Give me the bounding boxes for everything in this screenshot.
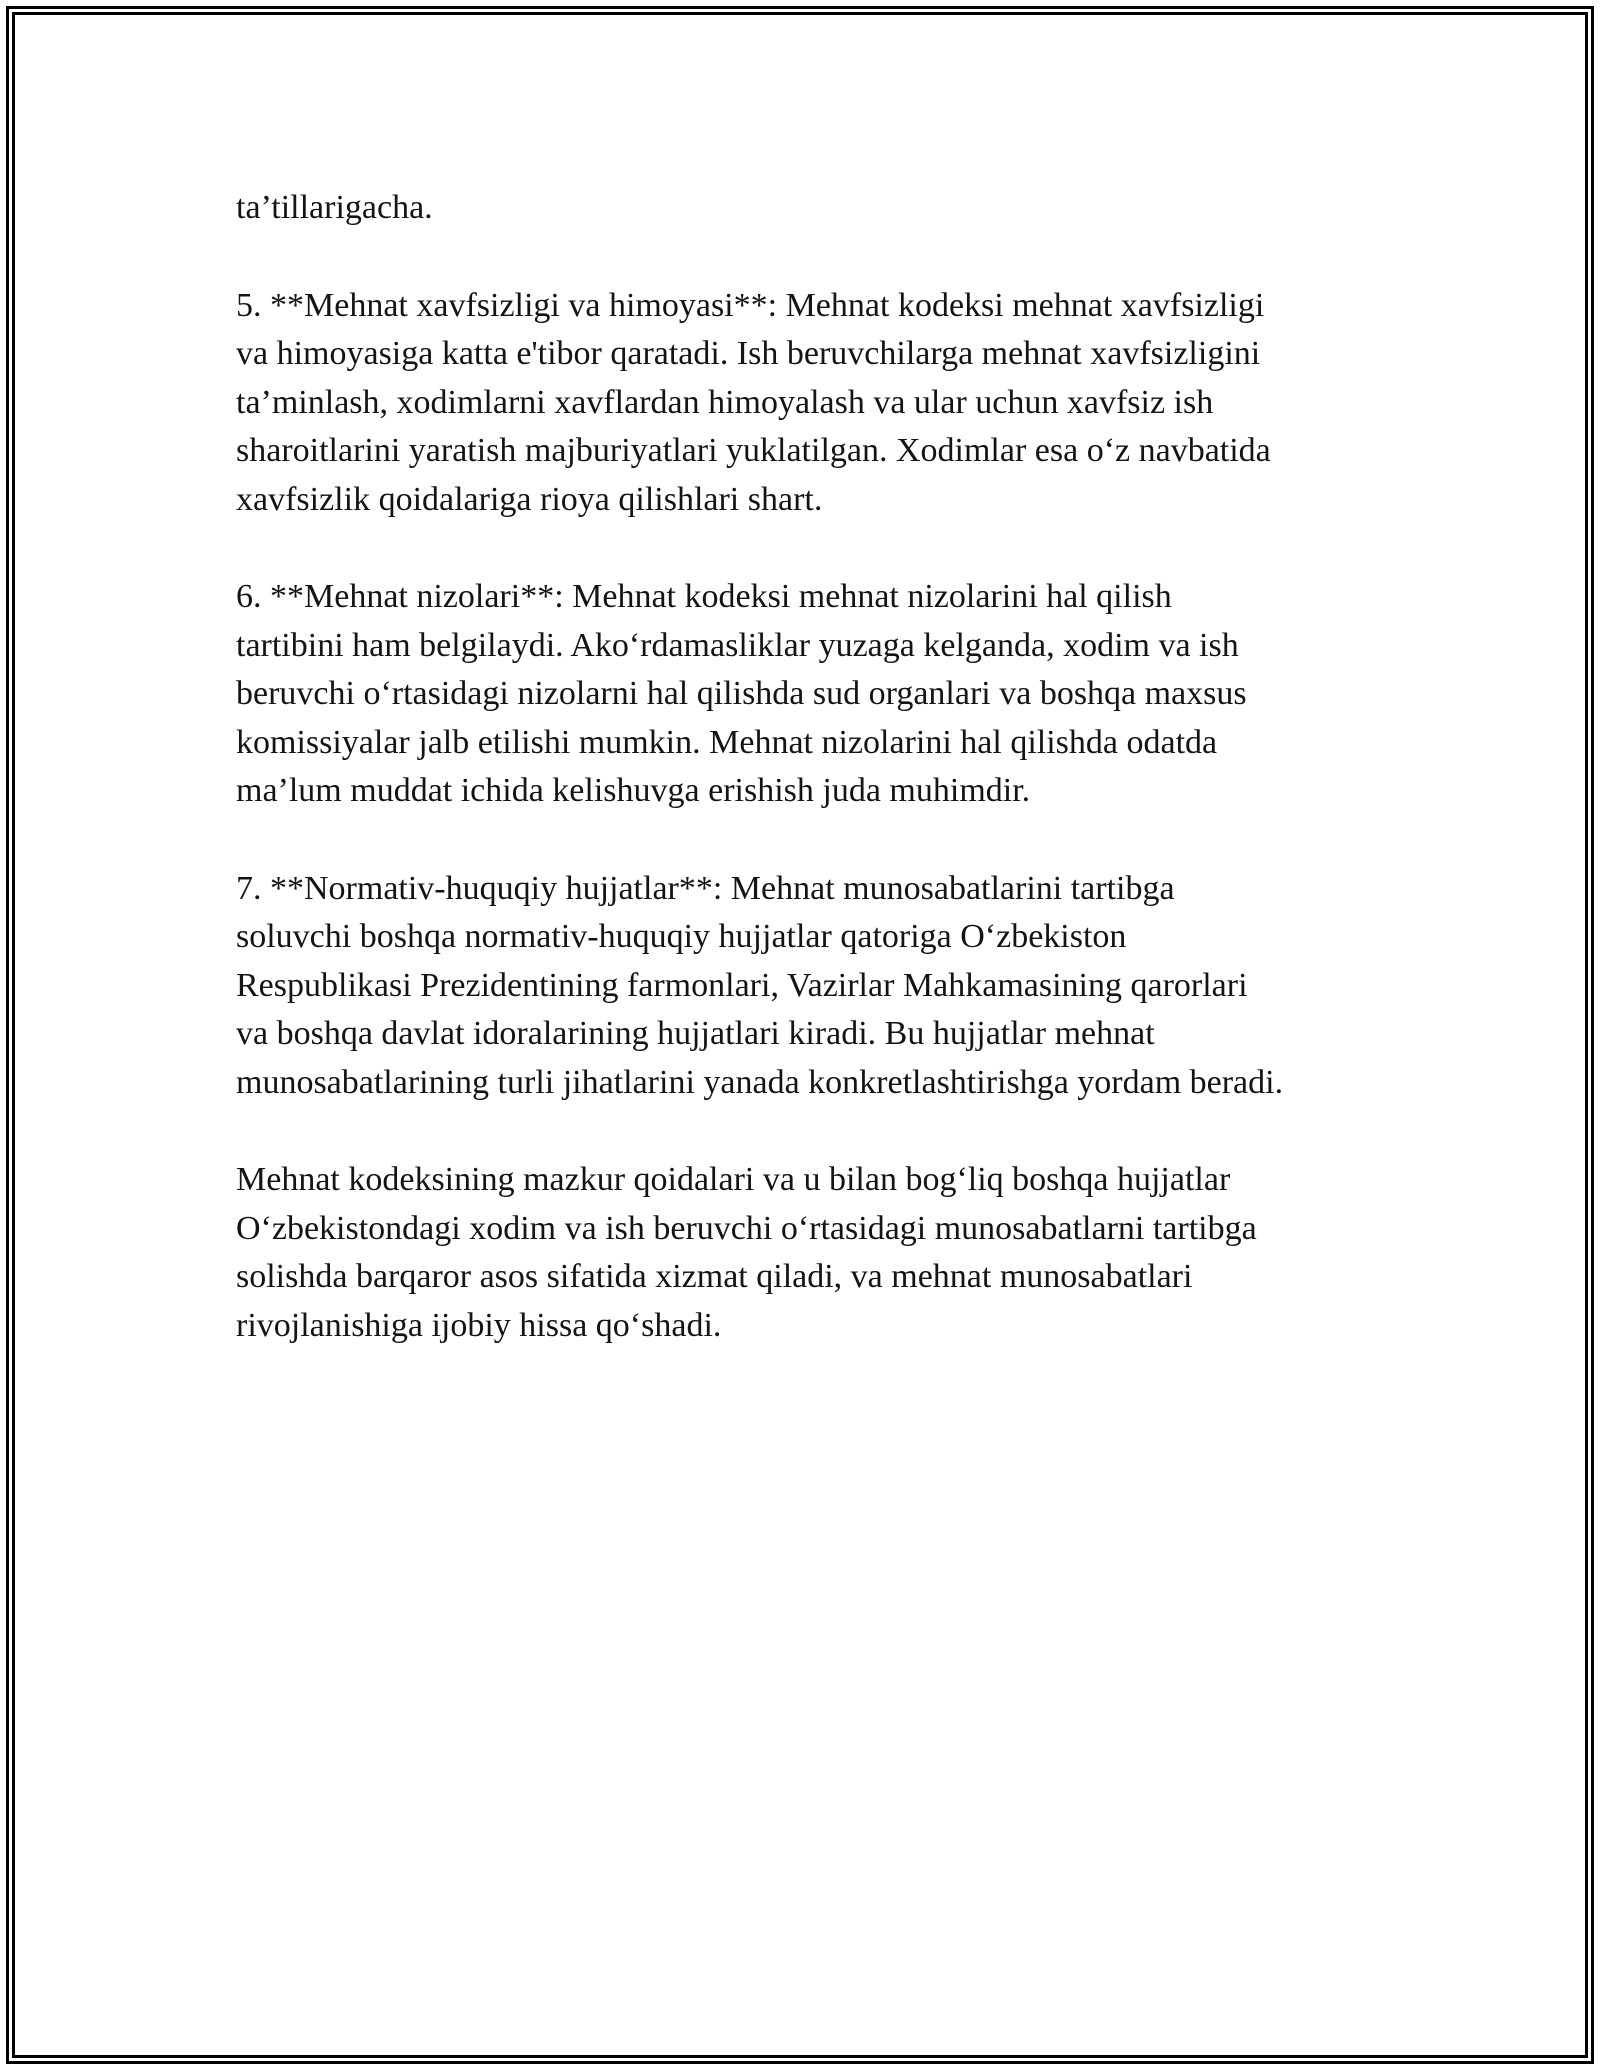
paragraph-continuation: ta’tillarigacha. — [236, 189, 433, 226]
paragraph-conclusion: Mehnat kodeksining mazkur qoidalari va u bilan bog‘liq boshqa hujjatlar O‘zbekistondagi xodim va ish beruvchi o‘rtasidagi munosabatlarni tartibga solishda barqaror asos sifatida xizmat qiladi, va mehnat munosabatlari rivojlanishiga ijobiy hissa qo‘shadi. — [236, 1161, 1257, 1344]
paragraph-mehnat-xavfsizligi: 5. **Mehnat xavfsizligi va himoyasi**: Mehnat kodeksi mehnat xavfsizligi va himoyasiga katta e'tibor qaratadi. Ish beruvchilarga mehnat xavfsizligini ta’minlash, xodimlarni xavflardan himoyalash va ular uchun xavfsiz ish sharoitlarini yaratish majburiyatlari yuklatilgan. Xodimlar esa o‘z navbatida xavfsizlik qoidalariga rioya qilishlari shart. — [236, 286, 1271, 518]
document-body — [236, 184, 1366, 1350]
paragraph-mehnat-nizolari: 6. **Mehnat nizolari**: Mehnat kodeksi mehnat nizolarini hal qilish tartibini ham belgilaydi. Ako‘rdamasliklar yuzaga kelganda, xodim va ish beruvchi o‘rtasidagi nizolarni hal qilishda sud organlari va boshqa maxsus komissiyalar jalb etilishi mumkin. Mehnat nizolarini hal qilishda odatda ma’lum muddat ichida kelishuvga erishish juda muhimdir. — [236, 578, 1247, 809]
paragraph-normativ-huquqiy: 7. **Normativ-huquqiy hujjatlar**: Mehnat munosabatlarini tartibga soluvchi boshqa normativ-huquqiy hujjatlar qatoriga O‘zbekiston Respublikasi Prezidentining farmonlari, Vazirlar Mahkamasining qarorlari va boshqa davlat idoralarining hujjatlari kiradi. Bu hujjatlar mehnat munosabatlarining turli jihatlarini yanada konkretlashtirishga yordam beradi. — [236, 869, 1284, 1101]
